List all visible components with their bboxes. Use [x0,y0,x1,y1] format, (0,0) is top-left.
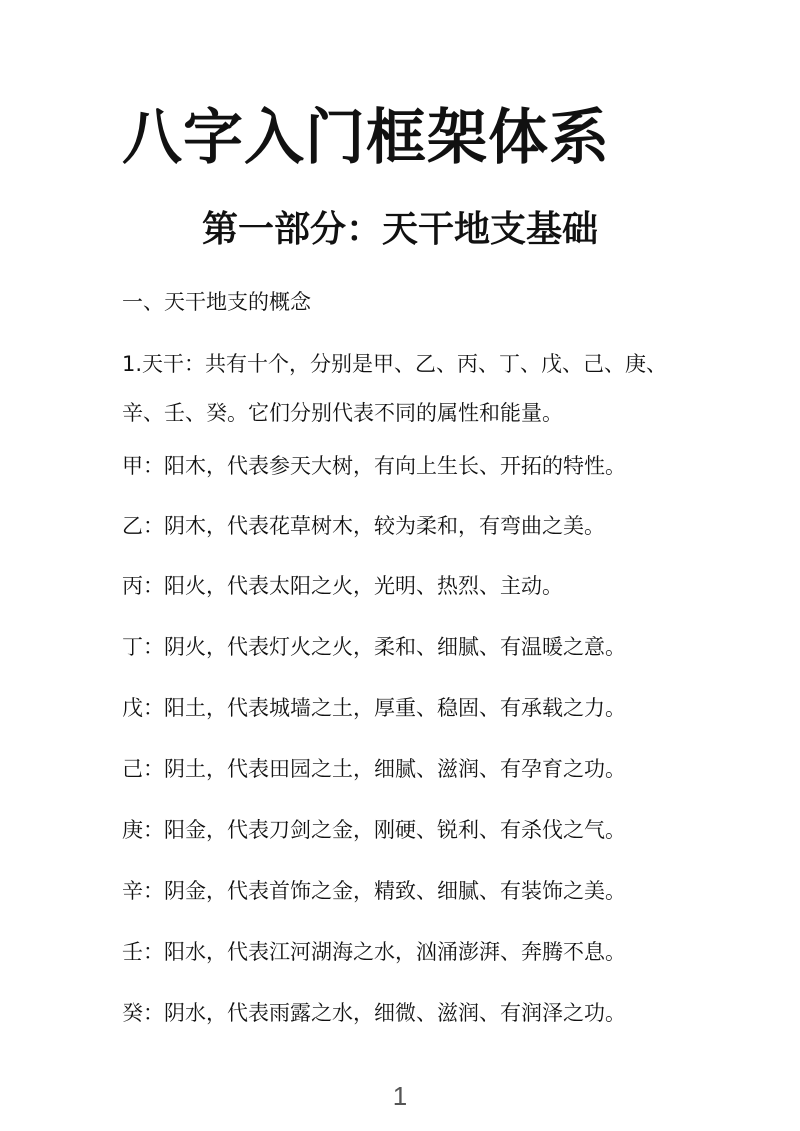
stem-wu: 戊：阳土，代表城墙之土，厚重、稳固、有承载之力。 [122,696,626,720]
intro-paragraph [122,340,682,438]
stem-xin: 辛：阴金，代表首饰之金，精致、细腻、有装饰之美。 [122,879,626,903]
stem-ding: 丁：阴火，代表灯火之火，柔和、细腻、有温暖之意。 [122,635,626,659]
stem-ren: 壬：阳水，代表江河湖海之水，汹涌澎湃、奔腾不息。 [122,940,626,964]
section-title: 第一部分：天干地支基础 [201,209,598,250]
stem-gui: 癸：阴水，代表雨露之水，细微、滋润、有润泽之功。 [122,1001,626,1025]
subheading: 一、天干地支的概念 [122,290,311,314]
document-title: 八字入门框架体系 [122,103,610,173]
stem-jia: 甲：阳木，代表参天大树，有向上生长、开拓的特性。 [122,454,626,478]
intro-line-1: 1.天干：共有十个，分别是甲、乙、丙、丁、戊、己、庚、 [122,352,668,376]
stem-bing: 丙：阳火，代表太阳之火，光明、热烈、主动。 [122,574,563,598]
intro-line-2: 辛、壬、癸。它们分别代表不同的属性和能量。 [122,401,563,425]
stem-geng: 庚：阳金，代表刀剑之金，刚硬、锐利、有杀伐之气。 [122,818,626,842]
stem-yi: 乙：阴木，代表花草树木，较为柔和，有弯曲之美。 [122,514,605,538]
stem-ji: 己：阴土，代表田园之土，细腻、滋润、有孕育之功。 [122,757,626,781]
page-number: 1 [392,1081,408,1111]
